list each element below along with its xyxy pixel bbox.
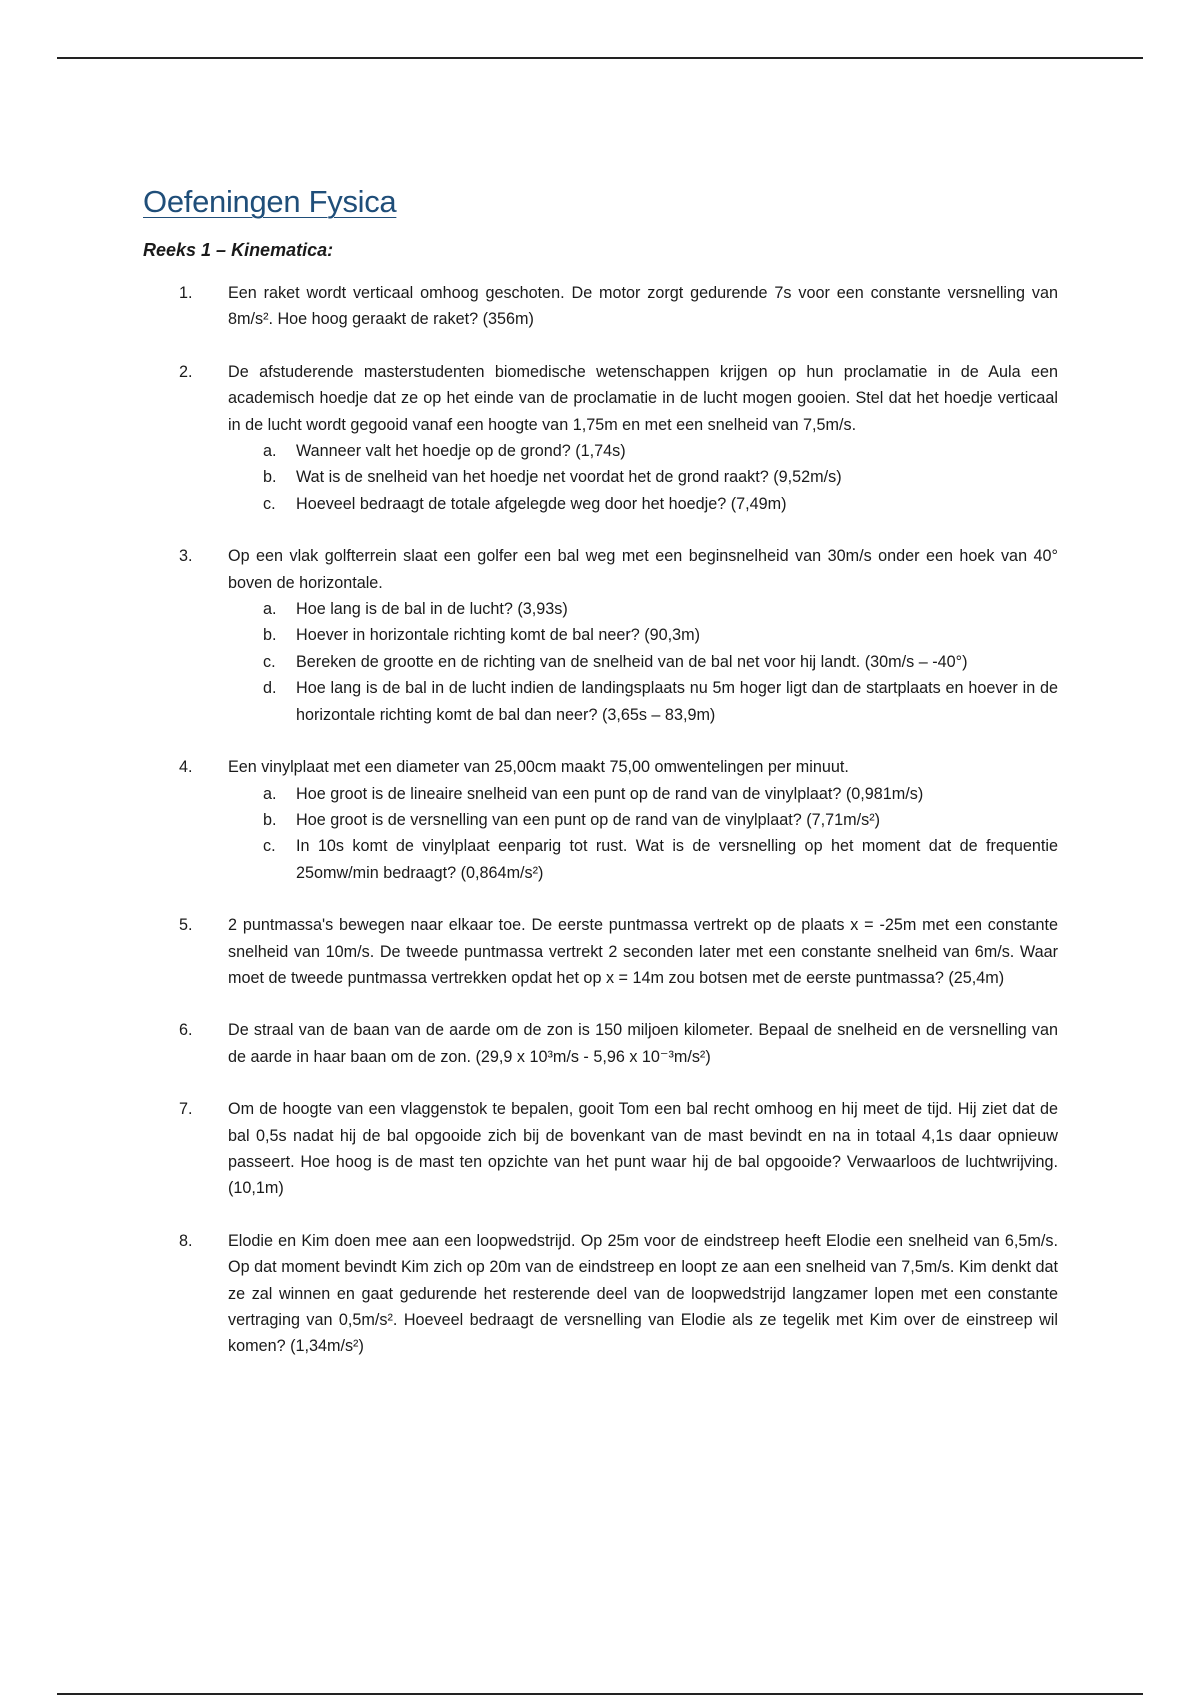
subquestion-list <box>228 781 1058 887</box>
subquestion-text: Bereken de grootte en de richting van de snelheid van de bal net voor hij landt. (30m/s – -40°) <box>296 652 968 671</box>
subquestion-item <box>228 491 1058 517</box>
subquestion-label: a. <box>263 442 277 461</box>
exercise-number: 7. <box>179 1100 193 1119</box>
page-title: Oefeningen Fysica <box>143 184 397 219</box>
subquestion-list <box>228 596 1058 728</box>
subquestion-text: Hoeveel bedraagt de totale afgelegde weg door het hoedje? (7,49m) <box>296 494 787 513</box>
subquestion-item <box>228 833 1058 886</box>
subquestion-text: Hoever in horizontale richting komt de bal neer? (90,3m) <box>296 626 700 645</box>
exercise-item <box>143 754 1058 886</box>
exercise-item <box>143 912 1058 991</box>
exercise-item <box>143 1017 1058 1070</box>
subquestion-item <box>228 464 1058 490</box>
subquestion-text: Hoe groot is de versnelling van een punt op de rand van de vinylplaat? (7,71m/s²) <box>296 810 880 829</box>
exercise-item <box>143 280 1058 333</box>
page-content <box>143 182 1058 1386</box>
exercise-text: Op een vlak golfterrein slaat een golfer een bal weg met een beginsnelheid van 30m/s onder een hoek van 40° boven de horizontale. <box>228 547 1058 592</box>
exercise-text: Een vinylplaat met een diameter van 25,00cm maakt 75,00 omwentelingen per minuut. <box>228 758 849 777</box>
subquestion-label: a. <box>263 600 277 619</box>
series-heading: Reeks 1 – Kinematica: <box>143 240 334 260</box>
subquestion-item <box>228 807 1058 833</box>
exercise-number: 1. <box>179 284 193 302</box>
exercise-item <box>143 1228 1058 1360</box>
subquestion-item <box>228 675 1058 728</box>
exercise-item <box>143 543 1058 728</box>
exercise-number: 3. <box>179 547 193 566</box>
exercise-text: De straal van de baan van de aarde om de zon is 150 miljoen kilometer. Bepaal de snelheid en de versnelling van de aarde in haar baan om de zon. (29,9 x 10³m/s - 5,96 x 10⁻³m/s²) <box>228 1021 1058 1066</box>
subquestion-text: Wanneer valt het hoedje op de grond? (1,74s) <box>296 442 626 461</box>
exercise-item <box>143 1096 1058 1202</box>
subquestion-list <box>228 438 1058 517</box>
subquestion-item <box>228 622 1058 648</box>
exercise-number: 4. <box>179 758 193 777</box>
exercise-text: Elodie en Kim doen mee aan een loopwedstrijd. Op 25m voor de eindstreep heeft Elodie een snelheid van 6,5m/s. Op dat moment bevindt Kim zich op 20m van de eindstreep en loopt ze aan een snelheid van 7,5m/s. Kim denkt dat ze zal winnen en gaat gedurende het resterende deel van de loopwedstrijd langzamer lopen met een constante vertraging van 0,5m/s². Hoeveel bedraagt de versnelling van Elodie als ze tegelik met Kim over de einstreep wil komen? (1,34m/s²) <box>228 1231 1058 1356</box>
subquestion-text: In 10s komt de vinylplaat eenparig tot rust. Wat is de versnelling op het moment dat de frequentie 25omw/min bedraagt? (0,864m/s²) <box>296 837 1058 882</box>
subquestion-label: d. <box>263 679 277 698</box>
subquestion-item <box>228 596 1058 622</box>
subquestion-label: a. <box>263 784 277 803</box>
subquestion-label: c. <box>263 837 276 856</box>
subquestion-label: c. <box>263 494 276 513</box>
exercise-number: 8. <box>179 1231 193 1250</box>
exercise-list <box>143 280 1058 1360</box>
header-rule <box>57 57 1143 59</box>
subquestion-item <box>228 781 1058 807</box>
subquestion-text: Hoe groot is de lineaire snelheid van een punt op de rand van de vinylplaat? (0,981m/s) <box>296 784 924 803</box>
exercise-item <box>143 359 1058 517</box>
footer-rule <box>57 1693 1143 1695</box>
exercise-number: 5. <box>179 916 193 935</box>
subquestion-label: b. <box>263 626 277 645</box>
exercise-number: 6. <box>179 1021 193 1040</box>
subquestion-label: b. <box>263 810 277 829</box>
exercise-text: Om de hoogte van een vlaggenstok te bepalen, gooit Tom een bal recht omhoog en hij meet de tijd. Hij ziet dat de bal 0,5s nadat hij de bal opgooide zich bij de bovenkant van de mast bevindt en na in totaal 4,1s daar opnieuw passeert. Hoe hoog is de mast ten opzichte van het punt waar hij de bal opgooide? Verwaarloos de luchtwrijving. (10,1m) <box>228 1100 1058 1198</box>
subquestion-item <box>228 649 1058 675</box>
exercise-text: De afstuderende masterstudenten biomedische wetenschappen krijgen op hun proclamatie in de Aula een academisch hoedje dat ze op het einde van de proclamatie in de lucht mogen gooien. Stel dat het hoedje verticaal in de lucht wordt gegooid vanaf een hoogte van 1,75m en met een snelheid van 7,5m/s. <box>228 362 1058 434</box>
subquestion-item <box>228 438 1058 464</box>
subquestion-text: Hoe lang is de bal in de lucht? (3,93s) <box>296 600 568 619</box>
subquestion-label: b. <box>263 468 277 487</box>
subquestion-text: Wat is de snelheid van het hoedje net voordat het de grond raakt? (9,52m/s) <box>296 468 842 487</box>
exercise-number: 2. <box>179 362 193 381</box>
subquestion-label: c. <box>263 652 276 671</box>
exercise-text: Een raket wordt verticaal omhoog geschoten. De motor zorgt gedurende 7s voor een constante versnelling van 8m/s². Hoe hoog geraakt de raket? (356m) <box>228 284 1058 329</box>
subquestion-text: Hoe lang is de bal in de lucht indien de landingsplaats nu 5m hoger ligt dan de startplaats en hoever in de horizontale richting komt de bal dan neer? (3,65s – 83,9m) <box>296 679 1058 724</box>
exercise-text: 2 puntmassa's bewegen naar elkaar toe. De eerste puntmassa vertrekt op de plaats x = -25m met een constante snelheid van 10m/s. De tweede puntmassa vertrekt 2 seconden later met een constante snelheid van 6m/s. Waar moet de tweede puntmassa vertrekken opdat het op x = 14m zou botsen met de eerste puntmassa? (25,4m) <box>228 916 1058 987</box>
